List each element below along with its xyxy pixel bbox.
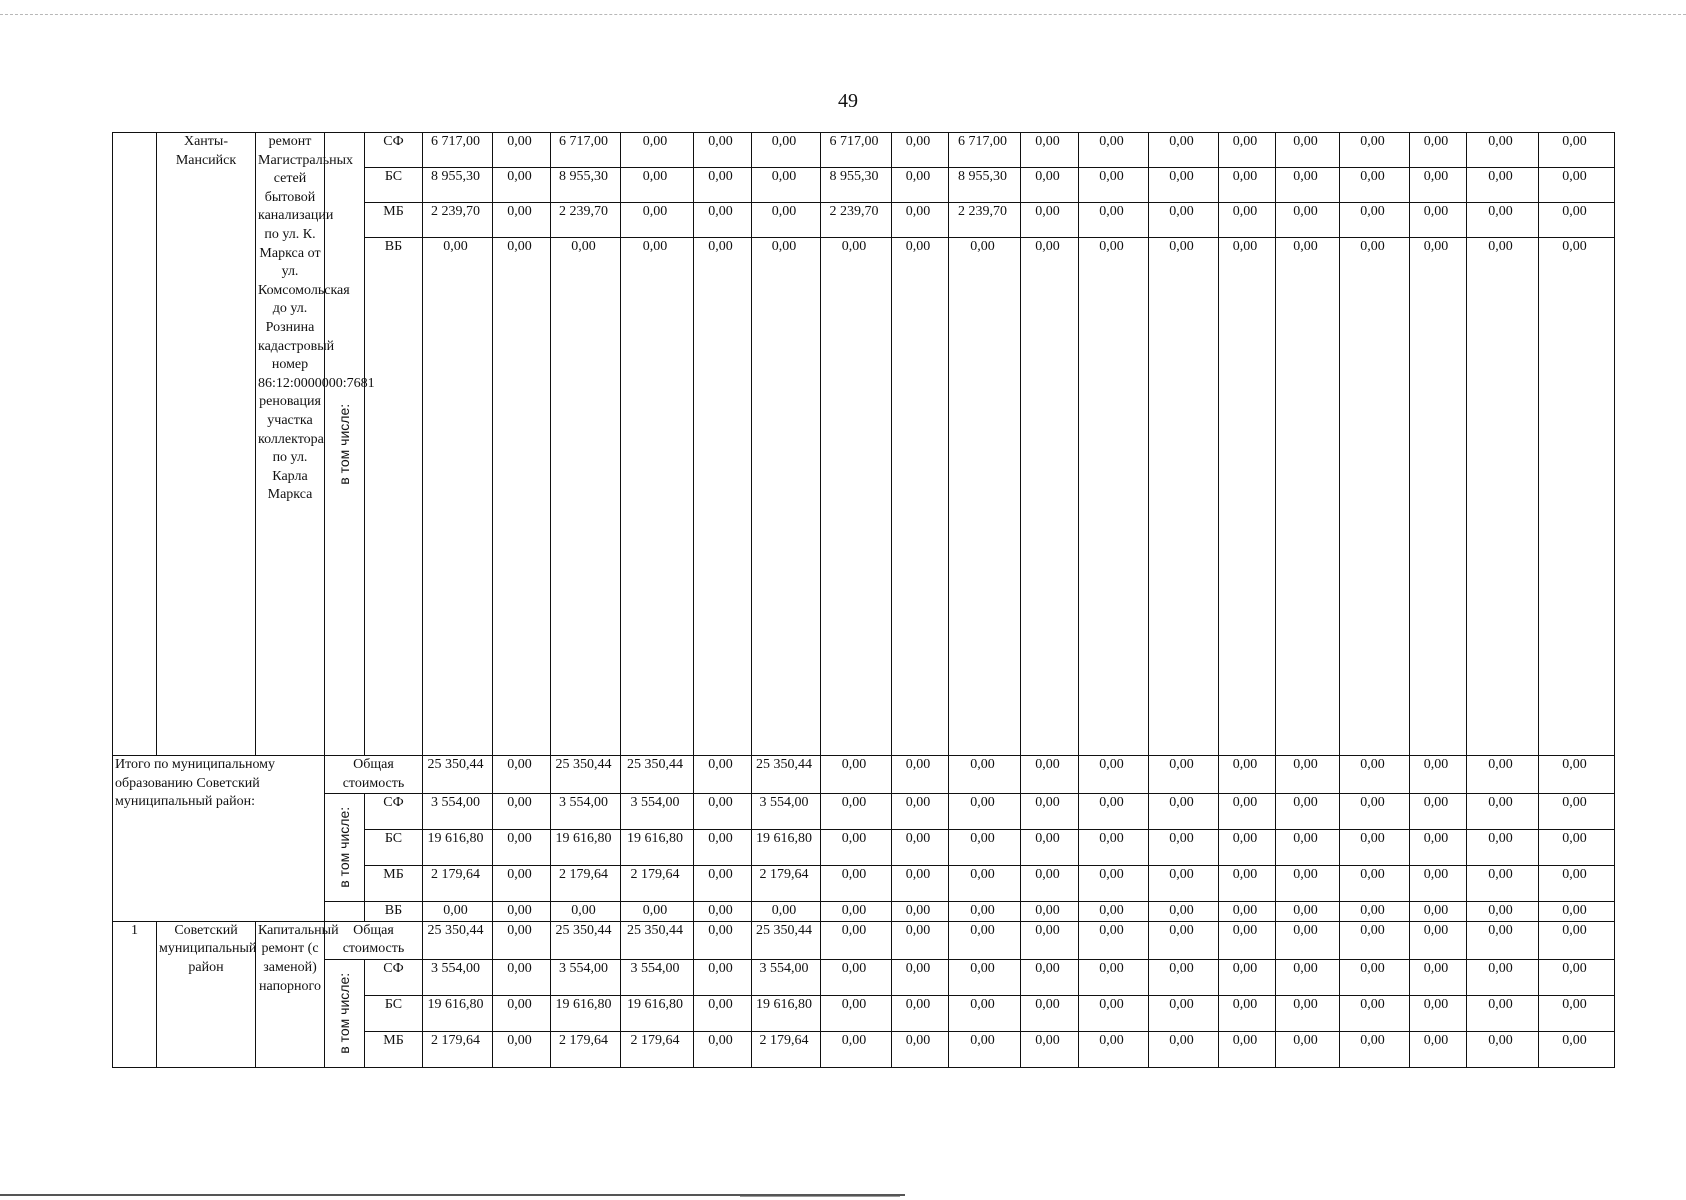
value-cell: 0,00	[1149, 794, 1219, 830]
value-cell: 0,00	[694, 830, 752, 866]
value-cell: 0,00	[694, 203, 752, 238]
value-cell: 0,00	[892, 133, 949, 168]
value-cell: 0,00	[1539, 830, 1615, 866]
value-cell: 0,00	[621, 238, 694, 756]
value-cell: 0,00	[1021, 830, 1079, 866]
value-cell: 2 179,64	[621, 1031, 694, 1067]
project-cell: Капитальный ремонт (с заменой) напорного	[256, 921, 325, 1067]
value-cell: 0,00	[1340, 902, 1410, 922]
value-cell: 0,00	[1021, 959, 1079, 995]
value-cell: 0,00	[694, 1031, 752, 1067]
value-cell: 0,00	[1219, 830, 1276, 866]
value-cell: 0,00	[892, 238, 949, 756]
value-cell: 0,00	[423, 238, 493, 756]
value-cell: 0,00	[1079, 133, 1149, 168]
value-cell: 0,00	[1410, 1031, 1467, 1067]
value-cell: 0,00	[1021, 168, 1079, 203]
value-cell: 0,00	[1340, 995, 1410, 1031]
value-cell: 0,00	[1410, 756, 1467, 794]
value-cell: 0,00	[1539, 902, 1615, 922]
value-cell: 0,00	[621, 203, 694, 238]
value-cell: 0,00	[1539, 921, 1615, 959]
value-cell: 0,00	[892, 830, 949, 866]
value-cell: 0,00	[1340, 866, 1410, 902]
value-cell: 0,00	[1021, 794, 1079, 830]
value-cell: 0,00	[1539, 133, 1615, 168]
value-cell: 0,00	[1467, 830, 1539, 866]
fund-cell: СФ	[365, 133, 423, 168]
value-cell: 0,00	[493, 756, 551, 794]
value-cell: 0,00	[1149, 756, 1219, 794]
value-cell: 0,00	[1276, 168, 1340, 203]
value-cell: 0,00	[1149, 995, 1219, 1031]
value-cell: 0,00	[493, 921, 551, 959]
value-cell: 0,00	[892, 902, 949, 922]
value-cell: 0,00	[621, 902, 694, 922]
table-row	[113, 756, 1615, 794]
value-cell: 0,00	[821, 794, 892, 830]
value-cell: 3 554,00	[423, 794, 493, 830]
value-cell: 0,00	[694, 168, 752, 203]
district-total-label: Итого по муниципальному образованию Советский муниципальный район:	[113, 756, 325, 922]
value-cell: 0,00	[821, 1031, 892, 1067]
value-cell: 0,00	[493, 830, 551, 866]
value-cell: 0,00	[1079, 830, 1149, 866]
value-cell: 0,00	[1276, 921, 1340, 959]
value-cell: 0,00	[1467, 959, 1539, 995]
value-cell: 0,00	[1149, 238, 1219, 756]
value-cell: 0,00	[1340, 168, 1410, 203]
value-cell: 0,00	[1340, 921, 1410, 959]
empty-cell	[325, 902, 365, 922]
value-cell: 3 554,00	[621, 959, 694, 995]
value-cell: 0,00	[752, 133, 821, 168]
value-cell: 0,00	[493, 238, 551, 756]
index-cell	[113, 133, 157, 756]
value-cell: 19 616,80	[423, 830, 493, 866]
value-cell: 0,00	[1467, 203, 1539, 238]
value-cell: 0,00	[694, 794, 752, 830]
fund-cell: ВБ	[365, 902, 423, 922]
value-cell: 0,00	[1276, 995, 1340, 1031]
value-cell: 0,00	[1410, 959, 1467, 995]
value-cell: 0,00	[1219, 203, 1276, 238]
in-total-cell	[325, 959, 365, 1067]
value-cell: 0,00	[493, 168, 551, 203]
value-cell: 0,00	[1410, 203, 1467, 238]
value-cell: 0,00	[752, 168, 821, 203]
value-cell: 3 554,00	[752, 959, 821, 995]
value-cell: 19 616,80	[621, 995, 694, 1031]
value-cell: 0,00	[1467, 1031, 1539, 1067]
value-cell: 2 179,64	[752, 1031, 821, 1067]
value-cell: 25 350,44	[621, 921, 694, 959]
value-cell: 3 554,00	[423, 959, 493, 995]
value-cell: 0,00	[694, 959, 752, 995]
value-cell: 0,00	[1021, 866, 1079, 902]
value-cell: 0,00	[493, 794, 551, 830]
value-cell: 0,00	[1410, 133, 1467, 168]
fund-cell: СФ	[365, 959, 423, 995]
value-cell: 0,00	[1149, 866, 1219, 902]
value-cell: 2 179,64	[551, 866, 621, 902]
value-cell: 0,00	[821, 866, 892, 902]
value-cell: 0,00	[892, 203, 949, 238]
value-cell: 0,00	[1276, 133, 1340, 168]
value-cell: 3 554,00	[551, 794, 621, 830]
value-cell: 0,00	[1276, 830, 1340, 866]
value-cell: 0,00	[1340, 238, 1410, 756]
value-cell: 0,00	[1219, 866, 1276, 902]
value-cell: 0,00	[493, 133, 551, 168]
value-cell: 0,00	[1410, 238, 1467, 756]
in-total-label: в том числе:	[336, 807, 353, 889]
value-cell: 2 179,64	[752, 866, 821, 902]
value-cell: 0,00	[821, 756, 892, 794]
financing-table	[112, 132, 1615, 1068]
value-cell: 0,00	[1340, 794, 1410, 830]
value-cell: 0,00	[892, 921, 949, 959]
value-cell: 0,00	[752, 238, 821, 756]
value-cell: 8 955,30	[423, 168, 493, 203]
value-cell: 6 717,00	[551, 133, 621, 168]
value-cell: 0,00	[1021, 921, 1079, 959]
value-cell: 0,00	[1021, 133, 1079, 168]
fund-cell: БС	[365, 168, 423, 203]
value-cell: 19 616,80	[621, 830, 694, 866]
fund-cell: МБ	[365, 203, 423, 238]
value-cell: 0,00	[1410, 902, 1467, 922]
value-cell: 19 616,80	[752, 830, 821, 866]
table-row	[113, 133, 1615, 168]
value-cell: 0,00	[1079, 238, 1149, 756]
value-cell: 0,00	[1340, 203, 1410, 238]
value-cell: 3 554,00	[621, 794, 694, 830]
value-cell: 0,00	[1219, 168, 1276, 203]
value-cell: 0,00	[1219, 921, 1276, 959]
value-cell: 0,00	[949, 995, 1021, 1031]
value-cell: 0,00	[694, 902, 752, 922]
value-cell: 0,00	[493, 866, 551, 902]
value-cell: 0,00	[493, 1031, 551, 1067]
value-cell: 0,00	[1539, 238, 1615, 756]
value-cell: 2 179,64	[551, 1031, 621, 1067]
value-cell: 0,00	[1079, 168, 1149, 203]
value-cell: 0,00	[1149, 133, 1219, 168]
value-cell: 0,00	[1276, 902, 1340, 922]
value-cell: 0,00	[423, 902, 493, 922]
value-cell: 0,00	[1079, 921, 1149, 959]
value-cell: 0,00	[1149, 902, 1219, 922]
value-cell: 0,00	[493, 995, 551, 1031]
value-cell: 2 179,64	[621, 866, 694, 902]
value-cell: 25 350,44	[752, 756, 821, 794]
value-cell: 6 717,00	[949, 133, 1021, 168]
value-cell: 0,00	[1219, 133, 1276, 168]
value-cell: 0,00	[752, 203, 821, 238]
value-cell: 0,00	[1219, 902, 1276, 922]
value-cell: 0,00	[1276, 203, 1340, 238]
value-cell: 19 616,80	[423, 995, 493, 1031]
value-cell: 0,00	[1467, 902, 1539, 922]
value-cell: 6 717,00	[423, 133, 493, 168]
value-cell: 0,00	[694, 133, 752, 168]
district-cell: Советский муниципальный район	[157, 921, 256, 1067]
fund-cell: БС	[365, 995, 423, 1031]
value-cell: 0,00	[1219, 995, 1276, 1031]
value-cell: 0,00	[694, 756, 752, 794]
value-cell: 0,00	[1021, 756, 1079, 794]
value-cell: 2 239,70	[551, 203, 621, 238]
total-label: Общая стоимость	[325, 756, 423, 794]
value-cell: 0,00	[493, 902, 551, 922]
value-cell: 0,00	[1539, 995, 1615, 1031]
value-cell: 0,00	[1410, 921, 1467, 959]
value-cell: 0,00	[1021, 238, 1079, 756]
value-cell: 0,00	[1539, 756, 1615, 794]
value-cell: 2 239,70	[821, 203, 892, 238]
value-cell: 0,00	[1021, 995, 1079, 1031]
value-cell: 0,00	[1539, 168, 1615, 203]
value-cell: 0,00	[1276, 794, 1340, 830]
value-cell: 0,00	[1149, 830, 1219, 866]
table-row	[113, 902, 1615, 922]
value-cell: 0,00	[1340, 830, 1410, 866]
value-cell: 8 955,30	[551, 168, 621, 203]
value-cell: 0,00	[821, 830, 892, 866]
in-total-label: в том числе:	[336, 403, 353, 485]
value-cell: 0,00	[949, 1031, 1021, 1067]
value-cell: 0,00	[1467, 168, 1539, 203]
value-cell: 3 554,00	[551, 959, 621, 995]
value-cell: 25 350,44	[621, 756, 694, 794]
value-cell: 0,00	[892, 959, 949, 995]
value-cell: 0,00	[1219, 794, 1276, 830]
value-cell: 19 616,80	[551, 830, 621, 866]
fund-cell: МБ	[365, 866, 423, 902]
value-cell: 0,00	[621, 133, 694, 168]
value-cell: 0,00	[1021, 902, 1079, 922]
value-cell: 0,00	[1021, 203, 1079, 238]
value-cell: 0,00	[1340, 756, 1410, 794]
value-cell: 0,00	[1467, 921, 1539, 959]
fund-cell: ВБ	[365, 238, 423, 756]
value-cell: 25 350,44	[752, 921, 821, 959]
value-cell: 25 350,44	[423, 756, 493, 794]
value-cell: 0,00	[1149, 959, 1219, 995]
in-total-cell	[325, 794, 365, 902]
value-cell: 0,00	[949, 794, 1021, 830]
value-cell: 0,00	[821, 921, 892, 959]
value-cell: 0,00	[892, 995, 949, 1031]
page-number: 49	[838, 90, 858, 112]
fund-cell: МБ	[365, 1031, 423, 1067]
value-cell: 0,00	[621, 168, 694, 203]
value-cell: 0,00	[1539, 1031, 1615, 1067]
value-cell: 0,00	[1149, 1031, 1219, 1067]
value-cell: 0,00	[1467, 756, 1539, 794]
value-cell: 0,00	[949, 866, 1021, 902]
value-cell: 0,00	[1410, 830, 1467, 866]
value-cell: 0,00	[1276, 1031, 1340, 1067]
city-cell: Ханты-Мансийск	[157, 133, 256, 756]
table-row	[113, 959, 1615, 995]
value-cell: 0,00	[1079, 866, 1149, 902]
value-cell: 0,00	[821, 959, 892, 995]
value-cell: 0,00	[892, 1031, 949, 1067]
fund-cell: БС	[365, 830, 423, 866]
value-cell: 0,00	[1410, 794, 1467, 830]
value-cell: 0,00	[1467, 866, 1539, 902]
value-cell: 0,00	[1079, 1031, 1149, 1067]
in-total-cell	[325, 133, 365, 756]
value-cell: 2 239,70	[423, 203, 493, 238]
value-cell: 0,00	[694, 238, 752, 756]
value-cell: 0,00	[1021, 1031, 1079, 1067]
scan-bottom-edge-2	[740, 1196, 900, 1197]
value-cell: 0,00	[1079, 995, 1149, 1031]
total-label: Общая стоимость	[325, 921, 423, 959]
value-cell: 0,00	[694, 995, 752, 1031]
value-cell: 0,00	[821, 238, 892, 756]
value-cell: 19 616,80	[752, 995, 821, 1031]
value-cell: 0,00	[1079, 756, 1149, 794]
value-cell: 0,00	[1410, 168, 1467, 203]
value-cell: 25 350,44	[551, 756, 621, 794]
value-cell: 0,00	[1467, 133, 1539, 168]
value-cell: 0,00	[1467, 794, 1539, 830]
value-cell: 0,00	[1276, 959, 1340, 995]
value-cell: 0,00	[1467, 995, 1539, 1031]
value-cell: 8 955,30	[821, 168, 892, 203]
value-cell: 0,00	[1276, 238, 1340, 756]
value-cell: 0,00	[1149, 203, 1219, 238]
value-cell: 0,00	[493, 959, 551, 995]
value-cell: 0,00	[1539, 959, 1615, 995]
value-cell: 0,00	[949, 756, 1021, 794]
value-cell: 0,00	[1079, 902, 1149, 922]
value-cell: 0,00	[949, 830, 1021, 866]
value-cell: 2 239,70	[949, 203, 1021, 238]
value-cell: 0,00	[1219, 1031, 1276, 1067]
value-cell: 0,00	[949, 902, 1021, 922]
value-cell: 2 179,64	[423, 866, 493, 902]
value-cell: 0,00	[1410, 995, 1467, 1031]
value-cell: 0,00	[1079, 203, 1149, 238]
value-cell: 0,00	[551, 238, 621, 756]
value-cell: 0,00	[1340, 1031, 1410, 1067]
value-cell: 0,00	[892, 866, 949, 902]
value-cell: 0,00	[892, 794, 949, 830]
value-cell: 0,00	[1149, 921, 1219, 959]
value-cell: 3 554,00	[752, 794, 821, 830]
value-cell: 0,00	[1219, 756, 1276, 794]
project-cell: ремонт Магистральных сетей бытовой канализации по ул. К. Маркса от ул. Комсомольская до ул. Рознина кадастровый номер 86:12:0000000:7681 реновация участка коллектора по ул. Карла Маркса	[256, 133, 325, 756]
value-cell: 25 350,44	[423, 921, 493, 959]
value-cell: 8 955,30	[949, 168, 1021, 203]
value-cell: 0,00	[949, 959, 1021, 995]
value-cell: 0,00	[821, 995, 892, 1031]
value-cell: 0,00	[694, 866, 752, 902]
value-cell: 0,00	[551, 902, 621, 922]
value-cell: 0,00	[1539, 203, 1615, 238]
value-cell: 0,00	[1219, 959, 1276, 995]
value-cell: 0,00	[1410, 866, 1467, 902]
index-cell: 1	[113, 921, 157, 1067]
value-cell: 0,00	[1219, 238, 1276, 756]
value-cell: 0,00	[1539, 794, 1615, 830]
value-cell: 0,00	[752, 902, 821, 922]
value-cell: 0,00	[694, 921, 752, 959]
value-cell: 0,00	[892, 756, 949, 794]
value-cell: 0,00	[949, 921, 1021, 959]
value-cell: 0,00	[1149, 168, 1219, 203]
scan-top-edge	[0, 14, 1686, 15]
value-cell: 0,00	[1340, 959, 1410, 995]
value-cell: 2 179,64	[423, 1031, 493, 1067]
value-cell: 25 350,44	[551, 921, 621, 959]
value-cell: 0,00	[1539, 866, 1615, 902]
value-cell: 0,00	[892, 168, 949, 203]
value-cell: 0,00	[1467, 238, 1539, 756]
value-cell: 0,00	[493, 203, 551, 238]
value-cell: 0,00	[1340, 133, 1410, 168]
value-cell: 0,00	[949, 238, 1021, 756]
value-cell: 19 616,80	[551, 995, 621, 1031]
value-cell: 0,00	[1079, 794, 1149, 830]
value-cell: 0,00	[821, 902, 892, 922]
value-cell: 6 717,00	[821, 133, 892, 168]
table-row	[113, 921, 1615, 959]
value-cell: 0,00	[1276, 866, 1340, 902]
table-row	[113, 794, 1615, 830]
fund-cell: СФ	[365, 794, 423, 830]
in-total-label: в том числе:	[336, 973, 353, 1054]
value-cell: 0,00	[1079, 959, 1149, 995]
value-cell: 0,00	[1276, 756, 1340, 794]
